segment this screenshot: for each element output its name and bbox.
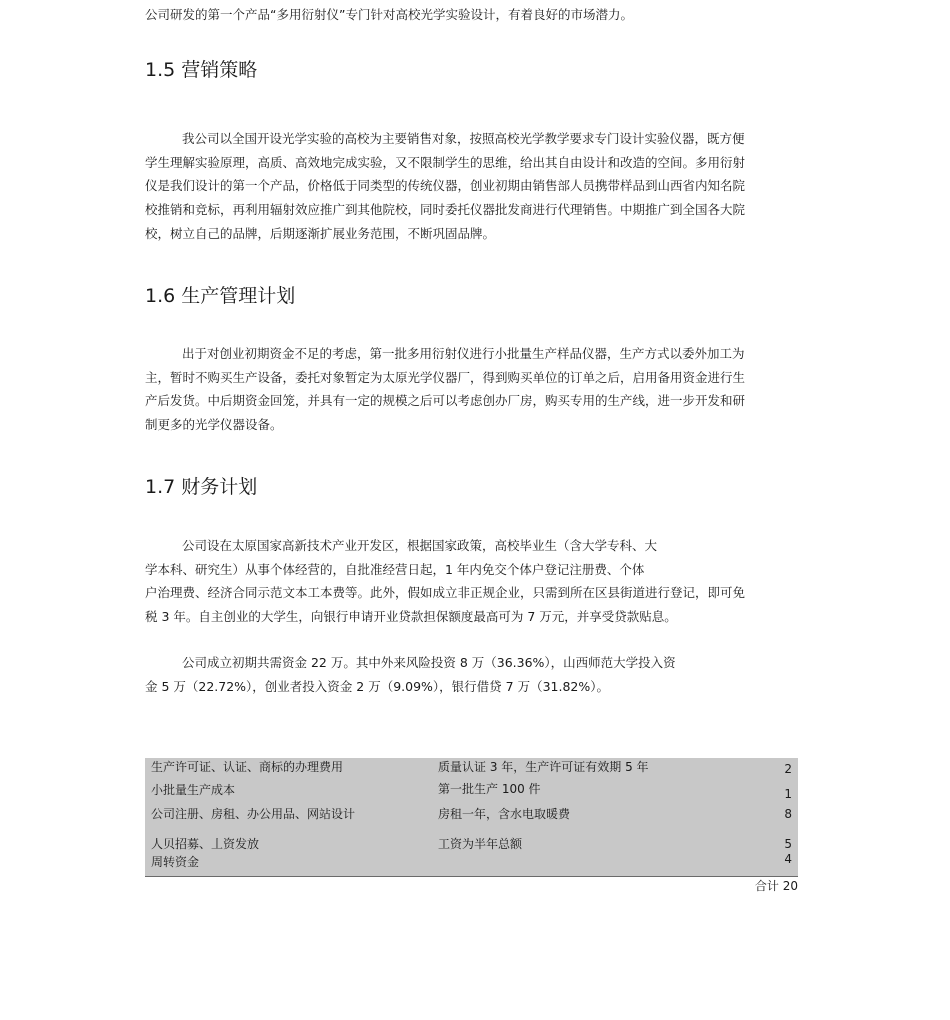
cost-amount: 8 <box>784 807 792 821</box>
section-heading-marketing: 1.5 营销策略 <box>145 59 258 81</box>
paragraph-line: 出于对创业初期资金不足的考虑，第一批多用衍射仪进行小批量生产样品仪器，生产方式以委外加工为 <box>182 346 745 361</box>
cost-item: 人贝招募、丄资发放 <box>151 837 260 851</box>
cost-item: 公司注册、房租、办公用品、网站设计 <box>151 807 356 821</box>
paragraph-line: 我公司以全国开设光学实验的高校为主要销售对象，按照高校光学教学要求专门设计实验仪器，既方便 <box>182 131 745 146</box>
paragraph-line: 制更多的光学仪器设备。 <box>145 417 283 433</box>
cost-note: 工资为半年总额 <box>438 837 523 851</box>
cost-total: 合计 20 <box>754 879 798 893</box>
cost-note: 第一批生产 100 件 <box>438 782 541 796</box>
paragraph-line: 学本科、研究生）从事个体经营的，自批准经营日起，1 年内免交个体户登记注册费、个体 <box>145 561 645 577</box>
paragraph-line: 主，暂时不购买生产设备，委托对象暂定为太原光学仪器厂，得到购买单位的订单之后，启用备用资金进行生 <box>145 369 746 385</box>
paragraph-line: 税 3 年。自主创业的大学生，向银行申请开业贷款担保额度最高可为 7 万元，并享受贷款贴息。 <box>145 609 677 625</box>
paragraph-line: 公司成立初期共需资金 22 万。其中外来风险投资 8 万（36.36%），山西师范大学投入资 <box>182 655 676 670</box>
cost-amount: 2 <box>784 762 792 776</box>
cost-item: 周转资金 <box>151 855 200 869</box>
section-heading-production: 1.6 生产管理计划 <box>145 285 296 307</box>
intro-line: 公司研发的第一个产品“多用衍射仪”专门针对高校光学实验设计，有着良好的市场潜力。 <box>145 7 633 22</box>
paragraph-line: 户治理费、经济合同示范文本工本费等。此外，假如成立非正规企业，只需到所在区县街道进行登记，即可免 <box>145 585 746 601</box>
paragraph-line: 校推销和竞标，再利用辐射效应推广到其他院校，同时委托仪器批发商进行代理销售。中期推广到全国各大院 <box>145 202 746 218</box>
finance-paragraph-funding <box>145 651 800 698</box>
cost-table <box>145 758 798 877</box>
cost-note: 质量认证 3 年，生产许可证有效期 5 年 <box>438 760 649 774</box>
production-paragraph <box>145 342 800 437</box>
paragraph-line: 仪是我们设计的第一个产品，价格低于同类型的传统仪器，创业初期由销售部人员携带样品到山西省内知名院 <box>145 178 746 194</box>
cost-amount: 5 <box>784 837 792 851</box>
paragraph-line: 产后发货。中后期资金回笼，并具有一定的规模之后可以考虑创办厂房，购买专用的生产线，进一步开发和研 <box>145 393 746 409</box>
cost-item: 生产许可证、认证、商标的办理费用 <box>151 760 344 774</box>
paragraph-line: 金 5 万（22.72%），创业者投入资金 2 万（9.09%），银行借贷 7 万（31.82%）。 <box>145 678 609 694</box>
cost-item: 小批量生产成本 <box>151 783 236 797</box>
marketing-paragraph <box>145 127 800 246</box>
cost-amount: 1 <box>784 787 792 801</box>
paragraph-line: 学生理解实验原理，高质、高效地完成实验，又不限制学生的思维，给出其自由设计和改造的空间。多用衍射 <box>145 154 746 170</box>
paragraph-line: 校，树立自己的品牌，后期逐渐扩展业务范围，不断巩固品牌。 <box>145 225 496 241</box>
cost-note: 房租一年，含水电取暖费 <box>438 807 571 821</box>
paragraph-line: 公司设在太原国家高新技术产业开发区，根据国家政策，高校毕业生（含大学专科、大 <box>182 538 658 553</box>
section-heading-finance: 1.7 财务计划 <box>145 476 258 498</box>
finance-paragraph-policy <box>145 534 800 629</box>
cost-amount: 4 <box>784 852 792 866</box>
